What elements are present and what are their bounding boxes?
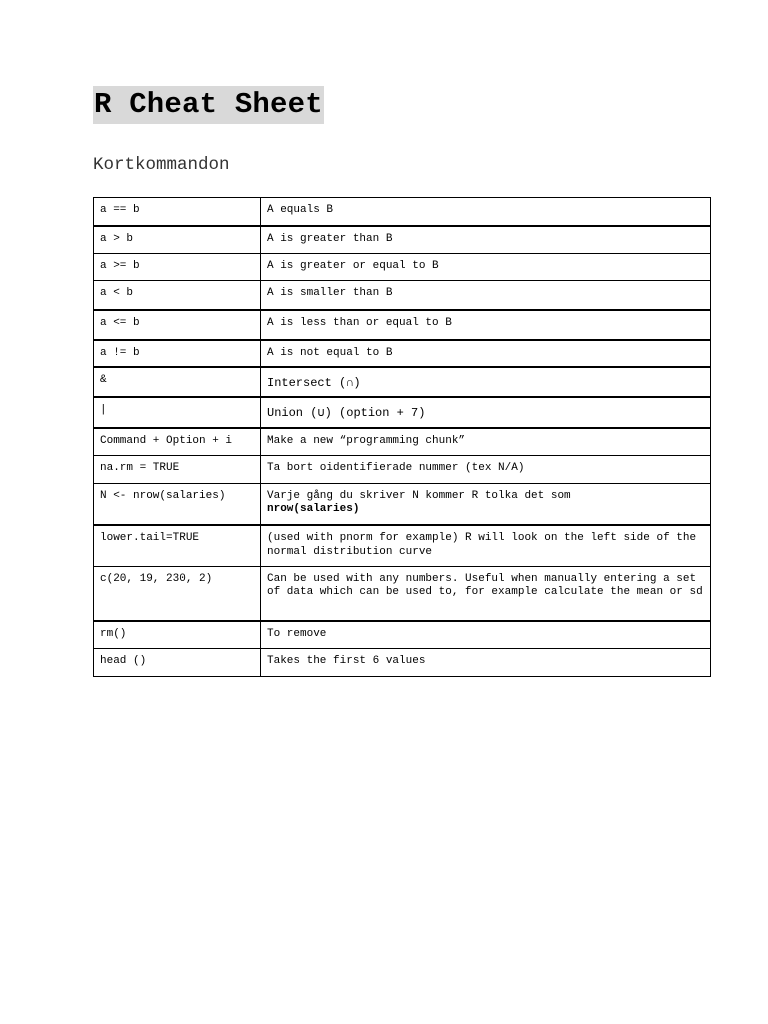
description-text: Varje gång du skriver N kommer R tolka det som <box>267 489 571 502</box>
table-row <box>94 483 711 525</box>
description-text: Union (∪) (option + 7) <box>267 406 426 420</box>
description-cell: Make a new “programming chunk” <box>261 428 711 455</box>
description-cell: Ta bort oidentifierade nummer (tex N/A) <box>261 455 711 483</box>
command-cell: & <box>94 367 261 398</box>
table-row <box>94 226 711 254</box>
command-cell: a >= b <box>94 254 261 281</box>
command-cell: head () <box>94 648 261 676</box>
description-cell: To remove <box>261 621 711 648</box>
description-cell: A is not equal to B <box>261 340 711 367</box>
description-cell: A is less than or equal to B <box>261 310 711 340</box>
command-cell: na.rm = TRUE <box>94 455 261 483</box>
table-row <box>94 198 711 226</box>
table-row <box>94 648 711 676</box>
table-row <box>94 428 711 455</box>
command-cell: rm() <box>94 621 261 648</box>
description-cell: A is greater or equal to B <box>261 254 711 281</box>
page-title: R Cheat Sheet <box>93 86 324 124</box>
table-row <box>94 310 711 340</box>
description-cell: Can be used with any numbers. Useful when manually entering a set of data which can be used to, for example calculate the mean or sd <box>261 566 711 621</box>
description-cell <box>261 367 711 398</box>
table-row <box>94 340 711 367</box>
table-row <box>94 254 711 281</box>
table-row <box>94 367 711 398</box>
command-cell: a <= b <box>94 310 261 340</box>
cheat-table <box>93 197 711 677</box>
description-bold-text: nrow(salaries) <box>267 503 360 515</box>
command-cell: Command + Option + i <box>94 428 261 455</box>
table-row <box>94 525 711 566</box>
description-cell: A is smaller than B <box>261 281 711 310</box>
description-cell: A is greater than B <box>261 226 711 254</box>
command-cell: a > b <box>94 226 261 254</box>
table-row <box>94 566 711 621</box>
description-cell <box>261 397 711 428</box>
description-cell: Takes the first 6 values <box>261 648 711 676</box>
table-row <box>94 455 711 483</box>
description-text: Intersect (∩) <box>267 375 361 390</box>
table-row <box>94 621 711 648</box>
command-cell: a != b <box>94 340 261 367</box>
description-cell <box>261 483 711 525</box>
description-cell: A equals B <box>261 198 711 226</box>
command-cell: | <box>94 397 261 428</box>
command-cell: a == b <box>94 198 261 226</box>
table-row <box>94 281 711 310</box>
command-cell: c(20, 19, 230, 2) <box>94 566 261 621</box>
table-row <box>94 397 711 428</box>
command-cell: N <- nrow(salaries) <box>94 483 261 525</box>
command-cell: lower.tail=TRUE <box>94 525 261 566</box>
command-cell: a < b <box>94 281 261 310</box>
description-cell: (used with pnorm for example) R will look on the left side of the normal distribution curve <box>261 525 711 566</box>
section-heading: Kortkommandon <box>93 155 230 175</box>
